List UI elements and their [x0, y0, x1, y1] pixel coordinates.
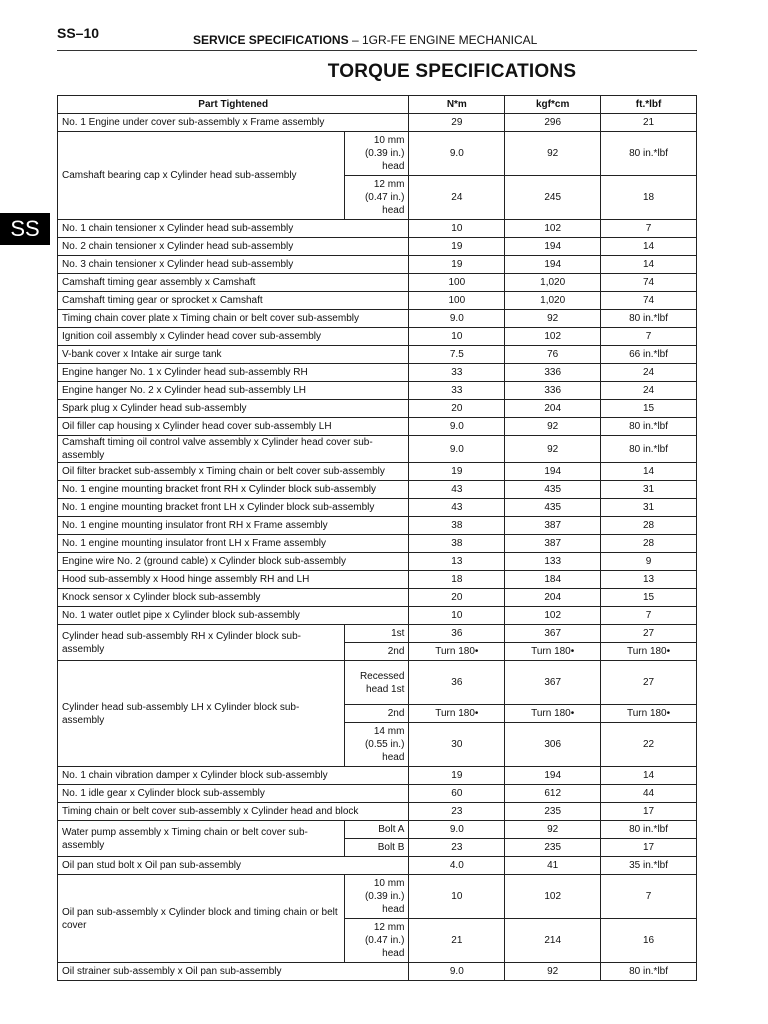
table-row: [58, 767, 697, 785]
section-title: SERVICE SPECIFICATIONS: [193, 33, 349, 47]
table-row: [58, 963, 697, 981]
value-nm: 43: [409, 481, 505, 499]
value-nm: Turn 180•: [409, 705, 505, 723]
header-separator: –: [351, 33, 359, 47]
value-nm: 19: [409, 463, 505, 481]
value-nm: 38: [409, 517, 505, 535]
table-row: [58, 481, 697, 499]
header-nm: N*m: [409, 96, 505, 114]
value-ftlbf: 80 in.*lbf: [601, 418, 697, 436]
table-row: [58, 114, 697, 132]
value-nm: 19: [409, 767, 505, 785]
part-name: Engine hanger No. 2 x Cylinder head sub-assembly LH: [58, 382, 409, 400]
value-kgfcm: 194: [505, 767, 601, 785]
value-kgfcm: 92: [505, 418, 601, 436]
part-name: No. 1 chain vibration damper x Cylinder block sub-assembly: [58, 767, 409, 785]
value-kgfcm: 92: [505, 132, 601, 176]
value-ftlbf: 27: [601, 625, 697, 643]
condition: Recessed head 1st: [345, 661, 409, 705]
value-ftlbf: 35 in.*lbf: [601, 857, 697, 875]
value-nm: 33: [409, 364, 505, 382]
value-ftlbf: 14: [601, 238, 697, 256]
value-ftlbf: 74: [601, 292, 697, 310]
value-nm: 10: [409, 607, 505, 625]
value-nm: 23: [409, 839, 505, 857]
value-nm: 10: [409, 328, 505, 346]
table-row: [58, 292, 697, 310]
value-kgfcm: 367: [505, 661, 601, 705]
header-part-tightened: Part Tightened: [58, 96, 409, 114]
part-name: No. 2 chain tensioner x Cylinder head sub-assembly: [58, 238, 409, 256]
table-row: [58, 535, 697, 553]
table-row: [58, 499, 697, 517]
value-nm: 10: [409, 875, 505, 919]
value-kgfcm: 306: [505, 723, 601, 767]
table-row: [58, 382, 697, 400]
value-nm: 9.0: [409, 436, 505, 463]
part-name: No. 1 chain tensioner x Cylinder head sub-assembly: [58, 220, 409, 238]
value-kgfcm: 184: [505, 571, 601, 589]
value-kgfcm: Turn 180•: [505, 705, 601, 723]
part-name: No. 1 engine mounting bracket front RH x Cylinder block sub-assembly: [58, 481, 409, 499]
part-name: Cylinder head sub-assembly LH x Cylinder block sub-assembly: [58, 661, 345, 767]
condition: Bolt B: [345, 839, 409, 857]
value-ftlbf: 27: [601, 661, 697, 705]
table-row: [58, 785, 697, 803]
table-row: [58, 661, 697, 705]
table-row: [58, 400, 697, 418]
value-nm: 36: [409, 625, 505, 643]
value-nm: 7.5: [409, 346, 505, 364]
value-kgfcm: 336: [505, 382, 601, 400]
value-kgfcm: 387: [505, 535, 601, 553]
table-row: [58, 256, 697, 274]
value-ftlbf: 22: [601, 723, 697, 767]
part-name: Timing chain cover plate x Timing chain or belt cover sub-assembly: [58, 310, 409, 328]
value-nm: 9.0: [409, 418, 505, 436]
value-kgfcm: 387: [505, 517, 601, 535]
part-name: Oil pan sub-assembly x Cylinder block and timing chain or belt cover: [58, 875, 345, 963]
value-nm: 9.0: [409, 821, 505, 839]
header-ftlbf: ft.*lbf: [601, 96, 697, 114]
value-ftlbf: 31: [601, 481, 697, 499]
value-ftlbf: 14: [601, 256, 697, 274]
value-kgfcm: 194: [505, 256, 601, 274]
value-ftlbf: 15: [601, 400, 697, 418]
part-name: Camshaft timing oil control valve assembly x Cylinder head cover sub-assembly: [58, 436, 409, 463]
value-kgfcm: 194: [505, 238, 601, 256]
torque-table: [57, 95, 697, 981]
value-nm: 36: [409, 661, 505, 705]
part-name: V-bank cover x Intake air surge tank: [58, 346, 409, 364]
value-kgfcm: Turn 180•: [505, 643, 601, 661]
part-name: Spark plug x Cylinder head sub-assembly: [58, 400, 409, 418]
value-nm: 9.0: [409, 310, 505, 328]
part-name: Engine wire No. 2 (ground cable) x Cylinder block sub-assembly: [58, 553, 409, 571]
table-row: [58, 553, 697, 571]
value-nm: 4.0: [409, 857, 505, 875]
value-ftlbf: 24: [601, 364, 697, 382]
part-name: No. 3 chain tensioner x Cylinder head sub-assembly: [58, 256, 409, 274]
table-row: [58, 436, 697, 463]
value-nm: 20: [409, 400, 505, 418]
value-kgfcm: 92: [505, 963, 601, 981]
value-kgfcm: 296: [505, 114, 601, 132]
table-row: [58, 607, 697, 625]
table-row: [58, 220, 697, 238]
value-kgfcm: 92: [505, 436, 601, 463]
page-title: [0, 61, 768, 83]
value-kgfcm: 102: [505, 328, 601, 346]
value-ftlbf: 80 in.*lbf: [601, 436, 697, 463]
value-nm: 100: [409, 292, 505, 310]
value-ftlbf: 28: [601, 517, 697, 535]
value-nm: 43: [409, 499, 505, 517]
value-kgfcm: 245: [505, 176, 601, 220]
table-row: [58, 463, 697, 481]
table-row: [58, 857, 697, 875]
value-kgfcm: 214: [505, 919, 601, 963]
value-ftlbf: 14: [601, 463, 697, 481]
condition: 14 mm (0.55 in.) head: [345, 723, 409, 767]
page-number: SS–10: [57, 25, 100, 41]
part-name: Engine hanger No. 1 x Cylinder head sub-assembly RH: [58, 364, 409, 382]
value-nm: 60: [409, 785, 505, 803]
value-kgfcm: 92: [505, 310, 601, 328]
value-kgfcm: 435: [505, 499, 601, 517]
condition: 12 mm (0.47 in.) head: [345, 176, 409, 220]
value-ftlbf: 21: [601, 114, 697, 132]
table-body: [58, 114, 697, 981]
value-kgfcm: 102: [505, 607, 601, 625]
table-row: [58, 589, 697, 607]
table-row: [58, 875, 697, 919]
value-kgfcm: 204: [505, 400, 601, 418]
part-name: No. 1 engine mounting insulator front LH x Frame assembly: [58, 535, 409, 553]
value-ftlbf: 9: [601, 553, 697, 571]
table-row: [58, 571, 697, 589]
table-row: [58, 132, 697, 176]
part-name: No. 1 engine mounting bracket front LH x Cylinder block sub-assembly: [58, 499, 409, 517]
part-name: Ignition coil assembly x Cylinder head cover sub-assembly: [58, 328, 409, 346]
table-row: [58, 821, 697, 839]
value-ftlbf: 7: [601, 220, 697, 238]
value-nm: 19: [409, 256, 505, 274]
value-ftlbf: 14: [601, 767, 697, 785]
value-kgfcm: 76: [505, 346, 601, 364]
part-name: Oil filler cap housing x Cylinder head cover sub-assembly LH: [58, 418, 409, 436]
part-name: No. 1 idle gear x Cylinder block sub-assembly: [58, 785, 409, 803]
condition: 1st: [345, 625, 409, 643]
table-row: [58, 238, 697, 256]
header-kgfcm: kgf*cm: [505, 96, 601, 114]
value-nm: Turn 180•: [409, 643, 505, 661]
page-header: [193, 33, 537, 47]
part-name: Timing chain or belt cover sub-assembly x Cylinder head and block: [58, 803, 409, 821]
value-nm: 21: [409, 919, 505, 963]
value-ftlbf: 80 in.*lbf: [601, 132, 697, 176]
value-kgfcm: 1,020: [505, 274, 601, 292]
value-ftlbf: 66 in.*lbf: [601, 346, 697, 364]
value-nm: 38: [409, 535, 505, 553]
value-kgfcm: 367: [505, 625, 601, 643]
table-row: [58, 803, 697, 821]
value-ftlbf: 31: [601, 499, 697, 517]
value-kgfcm: 204: [505, 589, 601, 607]
condition: 12 mm (0.47 in.) head: [345, 919, 409, 963]
table-row: [58, 625, 697, 643]
value-ftlbf: 80 in.*lbf: [601, 310, 697, 328]
part-name: Oil filter bracket sub-assembly x Timing chain or belt cover sub-assembly: [58, 463, 409, 481]
value-ftlbf: 17: [601, 803, 697, 821]
value-nm: 19: [409, 238, 505, 256]
value-ftlbf: 7: [601, 328, 697, 346]
value-ftlbf: 80 in.*lbf: [601, 821, 697, 839]
value-kgfcm: 435: [505, 481, 601, 499]
value-kgfcm: 235: [505, 803, 601, 821]
condition: Bolt A: [345, 821, 409, 839]
table-row: [58, 328, 697, 346]
condition: 10 mm (0.39 in.) head: [345, 132, 409, 176]
value-nm: 33: [409, 382, 505, 400]
value-ftlbf: 16: [601, 919, 697, 963]
section-tab: SS: [0, 213, 50, 245]
table-row: [58, 418, 697, 436]
value-nm: 24: [409, 176, 505, 220]
value-nm: 29: [409, 114, 505, 132]
value-nm: 9.0: [409, 132, 505, 176]
part-name: No. 1 water outlet pipe x Cylinder block sub-assembly: [58, 607, 409, 625]
value-kgfcm: 336: [505, 364, 601, 382]
table-row: [58, 517, 697, 535]
part-name: Oil pan stud bolt x Oil pan sub-assembly: [58, 857, 409, 875]
value-ftlbf: 24: [601, 382, 697, 400]
value-kgfcm: 235: [505, 839, 601, 857]
table-row: [58, 346, 697, 364]
condition: 2nd: [345, 643, 409, 661]
part-name: Water pump assembly x Timing chain or belt cover sub-assembly: [58, 821, 345, 857]
value-ftlbf: 17: [601, 839, 697, 857]
part-name: Camshaft timing gear assembly x Camshaft: [58, 274, 409, 292]
subsection-title: 1GR-FE ENGINE MECHANICAL: [361, 33, 538, 47]
value-ftlbf: 15: [601, 589, 697, 607]
value-nm: 23: [409, 803, 505, 821]
value-ftlbf: 13: [601, 571, 697, 589]
value-ftlbf: 28: [601, 535, 697, 553]
value-kgfcm: 1,020: [505, 292, 601, 310]
value-kgfcm: 92: [505, 821, 601, 839]
table-row: [58, 364, 697, 382]
condition: 10 mm (0.39 in.) head: [345, 875, 409, 919]
value-nm: 100: [409, 274, 505, 292]
value-kgfcm: 133: [505, 553, 601, 571]
value-ftlbf: 7: [601, 875, 697, 919]
part-name: Camshaft bearing cap x Cylinder head sub-assembly: [58, 132, 345, 220]
value-ftlbf: 18: [601, 176, 697, 220]
value-ftlbf: 44: [601, 785, 697, 803]
value-kgfcm: 612: [505, 785, 601, 803]
value-nm: 20: [409, 589, 505, 607]
part-name: Camshaft timing gear or sprocket x Camshaft: [58, 292, 409, 310]
value-nm: 30: [409, 723, 505, 767]
value-ftlbf: Turn 180•: [601, 643, 697, 661]
part-name: Hood sub-assembly x Hood hinge assembly RH and LH: [58, 571, 409, 589]
value-kgfcm: 102: [505, 220, 601, 238]
value-ftlbf: 80 in.*lbf: [601, 963, 697, 981]
part-name: Oil strainer sub-assembly x Oil pan sub-assembly: [58, 963, 409, 981]
part-name: No. 1 engine mounting insulator front RH x Frame assembly: [58, 517, 409, 535]
condition: 2nd: [345, 705, 409, 723]
value-ftlbf: Turn 180•: [601, 705, 697, 723]
value-kgfcm: 194: [505, 463, 601, 481]
value-nm: 10: [409, 220, 505, 238]
value-nm: 18: [409, 571, 505, 589]
table-row: [58, 310, 697, 328]
part-name: No. 1 Engine under cover sub-assembly x Frame assembly: [58, 114, 409, 132]
part-name: Knock sensor x Cylinder block sub-assembly: [58, 589, 409, 607]
header-rule: [57, 50, 697, 51]
value-ftlbf: 7: [601, 607, 697, 625]
table-row: [58, 274, 697, 292]
page-title-text: TORQUE SPECIFICATIONS: [327, 61, 577, 82]
part-name: Cylinder head sub-assembly RH x Cylinder block sub-assembly: [58, 625, 345, 661]
value-kgfcm: 41: [505, 857, 601, 875]
value-nm: 13: [409, 553, 505, 571]
table-header-row: [58, 96, 697, 114]
value-kgfcm: 102: [505, 875, 601, 919]
value-ftlbf: 74: [601, 274, 697, 292]
value-nm: 9.0: [409, 963, 505, 981]
